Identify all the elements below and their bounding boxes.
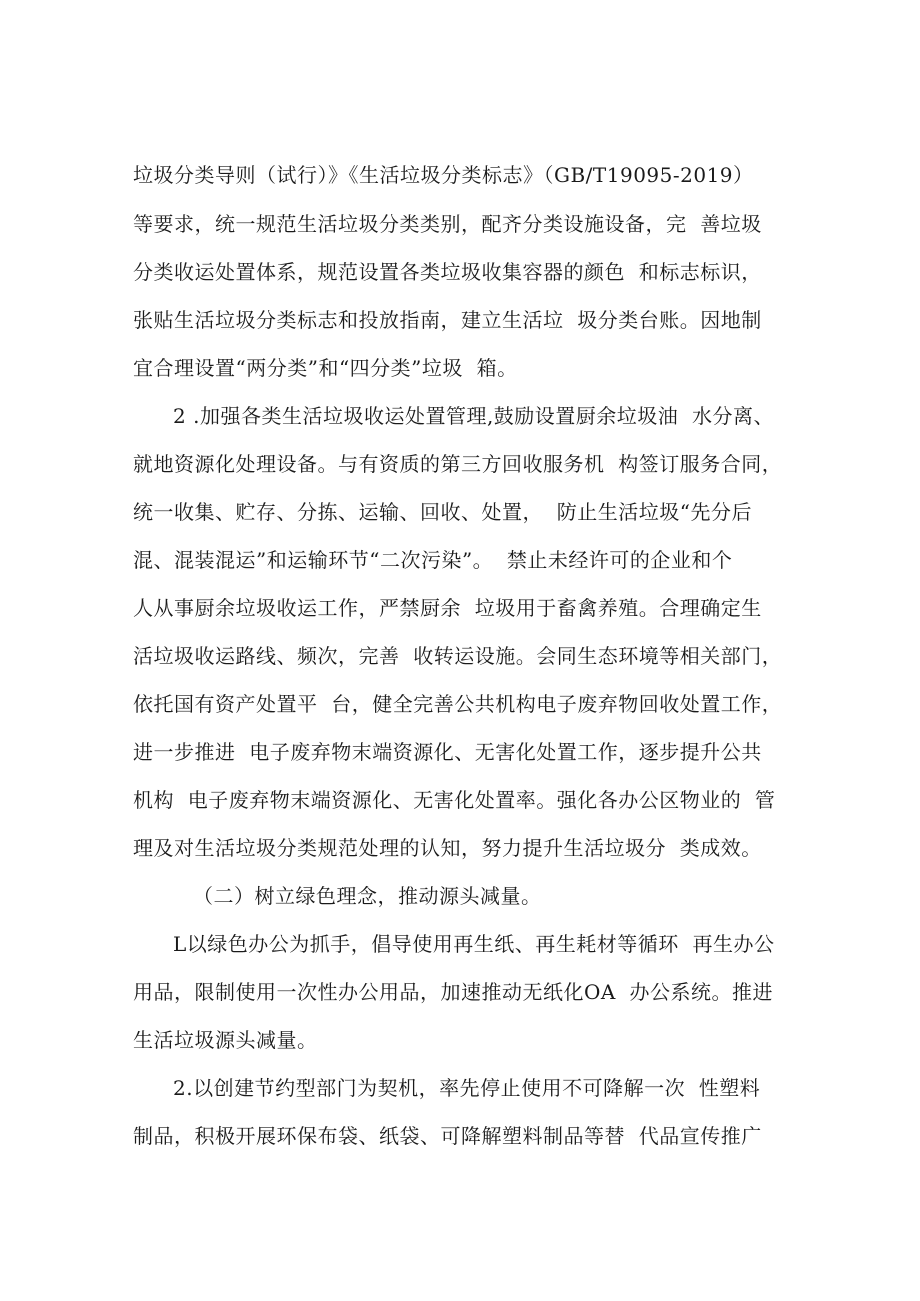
- text-line: 垃圾分类导则（试行）》《生活垃圾分类标志》（GB/T19095-2019）: [133, 163, 754, 187]
- text-line: 统一收集、贮存、分拣、运输、回收、处置， 防止生活垃圾“先分后: [133, 500, 752, 524]
- paragraph-start-line: L以绿色办公为抓手，倡导使用再生纸、再生耗材等循环 再生办公: [173, 932, 775, 956]
- text-line: 混、混装混运”和运输环节“二次污染”。 禁止未经许可的企业和个: [133, 548, 733, 572]
- text-line: 活垃圾收运路线、频次，完善 收转运设施。会同生态环境等相关部门，: [133, 644, 783, 668]
- text-line: 人从事厨余垃圾收运工作，严禁厨余 垃圾用于畜禽养殖。合理确定生: [133, 596, 762, 620]
- paragraph-start-line: 2 .加强各类生活垃圾收运处置管理,鼓励设置厨余垃圾油 水分离、: [173, 404, 775, 428]
- text-line: 分类收运处置体系，规范设置各类垃圾收集容器的颜色 和标志标识，: [133, 260, 762, 284]
- text-line: 等要求，统一规范生活垃圾分类类别，配齐分类设施设备，完 善垃圾: [133, 212, 762, 236]
- text-line: 用品，限制使用一次性办公用品，加速推动无纸化OA 办公系统。推进: [133, 980, 774, 1004]
- paragraph-start-line: 2.以创建节约型部门为契机，率先停止使用不可降解一次 性塑料: [173, 1076, 761, 1100]
- section-heading: （二）树立绿色理念，推动源头减量。: [193, 884, 542, 908]
- text-line: 进一步推进 电子废弃物末端资源化、无害化处置工作，逐步提升公共: [133, 740, 762, 764]
- text-line: 机构 电子废弃物末端资源化、无害化处置率。强化各办公区物业的 管: [133, 788, 776, 812]
- text-line: 就地资源化处理设备。与有资质的第三方回收服务机 构签订服务合同，: [133, 452, 783, 476]
- text-line: 张贴生活垃圾分类标志和投放指南，建立生活垃 圾分类台账。因地制: [133, 308, 762, 332]
- text-line: 制品，积极开展环保布袋、纸袋、可降解塑料制品等替 代品宣传推广: [133, 1124, 762, 1148]
- text-line: 依托国有资产处置平 台，健全完善公共机构电子废弃物回收处置工作，: [133, 692, 783, 716]
- text-line: 理及对生活垃圾分类规范处理的认知，努力提升生活垃圾分 类成效。: [133, 836, 762, 860]
- text-line: 宜合理设置“两分类”和“四分类”垃圾 箱。: [133, 356, 518, 380]
- text-line: 生活垃圾源头减量。: [133, 1028, 318, 1052]
